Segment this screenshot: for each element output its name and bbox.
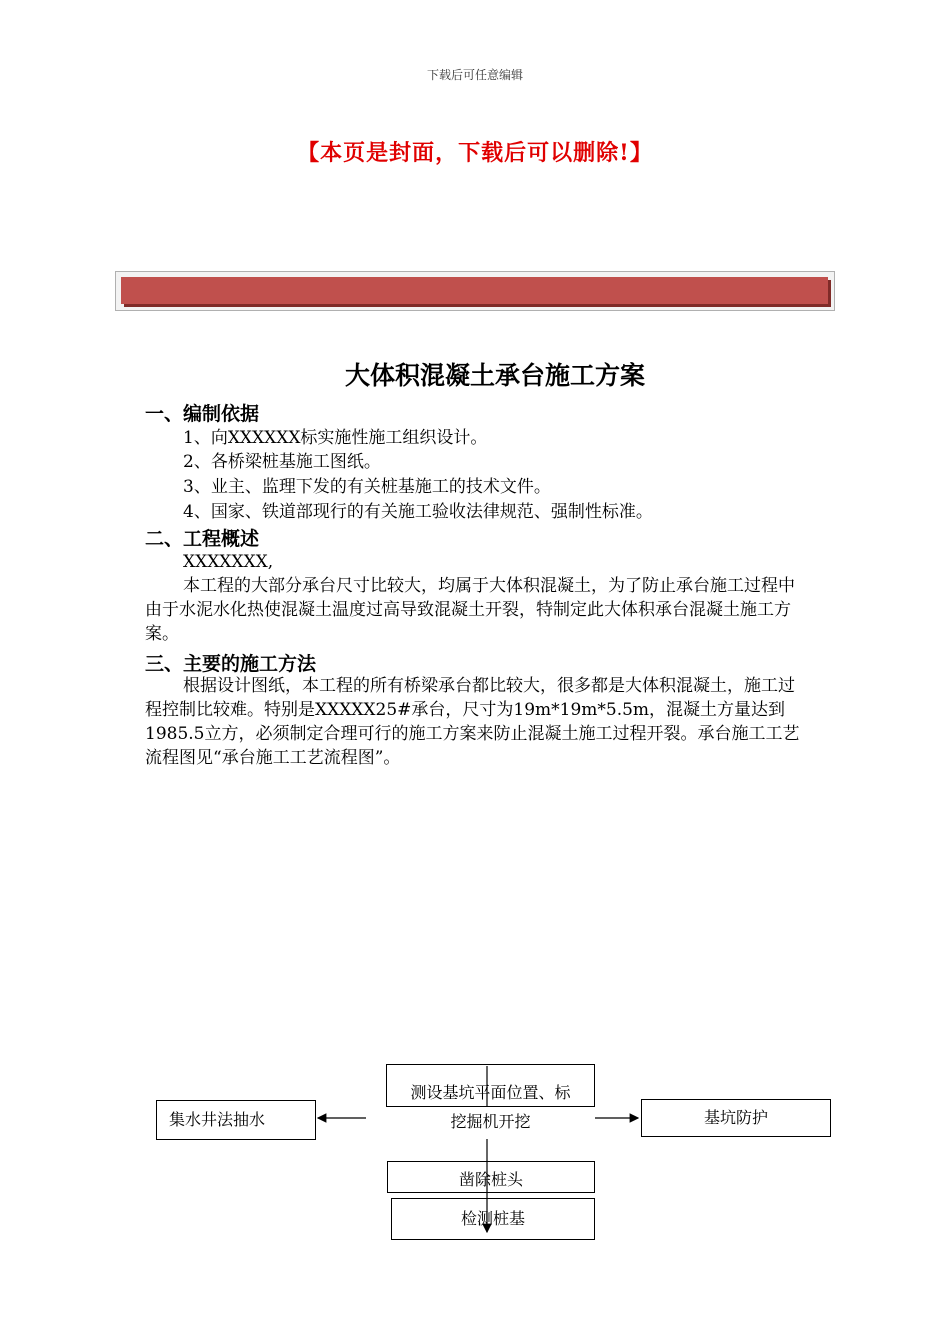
method-paragraph: 根据设计图纸，本工程的所有桥梁承台都比较大，很多都是大体积混凝土，施工过程控制比较难。特别是XXXXX25#承台，尺寸为19m*19m*5.5m，混凝土方量达到1985.5立方，必须制定合理可行的施工方案来防止混凝土施工过程开裂。承台施工工艺流程图见“承台施工工艺流程图”。 xyxy=(145,676,800,768)
header-note: 下载后可任意编辑 xyxy=(426,68,523,82)
section-heading-overview: 二、工程概述 xyxy=(145,528,260,550)
overview-code: XXXXXXX, xyxy=(183,552,274,572)
flow-box-inspect: 检测桩基 xyxy=(391,1198,595,1240)
basis-item-4: 4、国家、铁道部现行的有关施工验收法律规范、强制性标准。 xyxy=(183,502,653,522)
flow-box-drainage: 集水井法抽水 xyxy=(156,1100,316,1140)
flow-survey-label: 测设基坑平面位置、标 xyxy=(410,1083,571,1102)
basis-item-1: 1、向XXXXXX标实施性施工组织设计。 xyxy=(183,428,488,448)
basis-item-2: 2、各桥梁桩基施工图纸。 xyxy=(183,452,381,472)
cover-note: 【本页是封面，下载后可以删除!】 xyxy=(297,140,653,166)
section-heading-method: 三、主要的施工方法 xyxy=(145,653,317,675)
flow-excavate-label: 挖掘机开挖 xyxy=(386,1106,595,1139)
section-heading-basis: 一、编制依据 xyxy=(145,403,260,425)
flow-box-protection: 基坑防护 xyxy=(641,1099,831,1137)
overview-paragraph: 本工程的大部分承台尺寸比较大，均属于大体积混凝土，为了防止承台施工过程中由于水泥水化热使混凝土温度过高导致混凝土开裂，特制定此大体积承台混凝土施工方案。 xyxy=(145,576,795,644)
flow-box-pile-head: 凿除桩头 xyxy=(387,1161,595,1193)
document-title: 大体积混凝土承台施工方案 xyxy=(344,361,645,390)
flow-box-excavation xyxy=(386,1064,595,1138)
basis-item-3: 3、业主、监理下发的有关桩基施工的技术文件。 xyxy=(183,477,551,497)
